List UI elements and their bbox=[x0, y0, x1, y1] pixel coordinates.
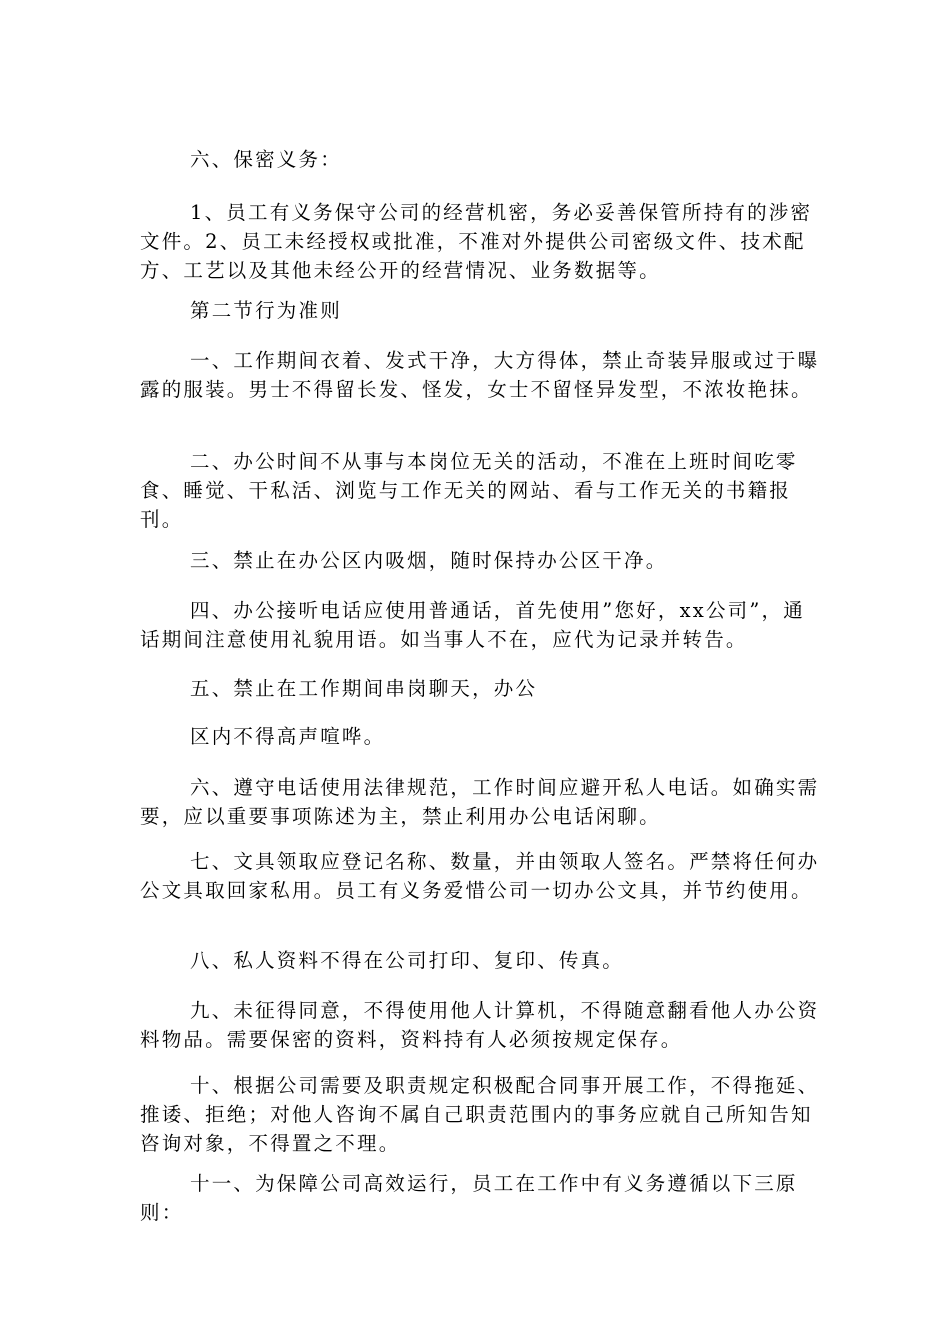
paragraph-rule-7: 七、文具领取应登记名称、数量，并由领取人签名。严禁将任何办公文具取回家私用。员工有义务爱惜公司一切办公文具，并节约使用。 bbox=[140, 850, 820, 902]
paragraph-rule-5-continued: 区内不得高声喧哗。 bbox=[190, 725, 386, 748]
paragraph-rule-11: 十一、为保障公司高效运行，员工在工作中有义务遵循以下三原则： bbox=[140, 1172, 798, 1224]
paragraph-rule-4: 四、办公接听电话应使用普通话，首先使用”您好，xx公司”，通话期间注意使用礼貌用语。如当事人不在，应代为记录并转告。 bbox=[140, 599, 805, 651]
section-heading-conduct: 第二节行为准则 bbox=[190, 299, 342, 322]
paragraph-rule-8: 八、私人资料不得在公司打印、复印、传真。 bbox=[190, 949, 625, 972]
paragraph-rule-1: 一、工作期间衣着、发式干净，大方得体，禁止奇装异服或过于曝露的服装。男士不得留长发、怪发，女士不留怪异发型，不浓妆艳抹。 bbox=[140, 349, 820, 401]
paragraph-rule-6: 六、遵守电话使用法律规范，工作时间应避开私人电话。如确实需要，应以重要事项陈述为主，禁止利用办公电话闲聊。 bbox=[140, 776, 820, 828]
paragraph-rule-3: 三、禁止在办公区内吸烟，随时保持办公区干净。 bbox=[190, 549, 668, 572]
paragraph-confidentiality-items: 1、员工有义务保守公司的经营机密，务必妥善保管所持有的涉密文件。2、员工未经授权或批准，不准对外提供公司密级文件、技术配方、工艺以及其他未经公开的经营情况、业务数据等。 bbox=[140, 201, 813, 282]
paragraph-rule-10: 十、根据公司需要及职责规定积极配合同事开展工作，不得拖延、推诿、拒绝；对他人咨询不属自己职责范围内的事务应就自己所知告知咨询对象，不得置之不理。 bbox=[140, 1074, 820, 1155]
paragraph-rule-9: 九、未征得同意，不得使用他人计算机，不得随意翻看他人办公资料物品。需要保密的资料，资料持有人必须按规定保存。 bbox=[140, 999, 820, 1051]
paragraph-rule-2: 二、办公时间不从事与本岗位无关的活动，不准在上班时间吃零食、睡觉、干私活、浏览与工作无关的网站、看与工作无关的书籍报刊。 bbox=[140, 450, 798, 531]
paragraph-rule-5: 五、禁止在工作期间串岗聊天，办公 bbox=[190, 677, 538, 700]
section-heading-confidentiality: 六、保密义务： bbox=[190, 148, 342, 171]
